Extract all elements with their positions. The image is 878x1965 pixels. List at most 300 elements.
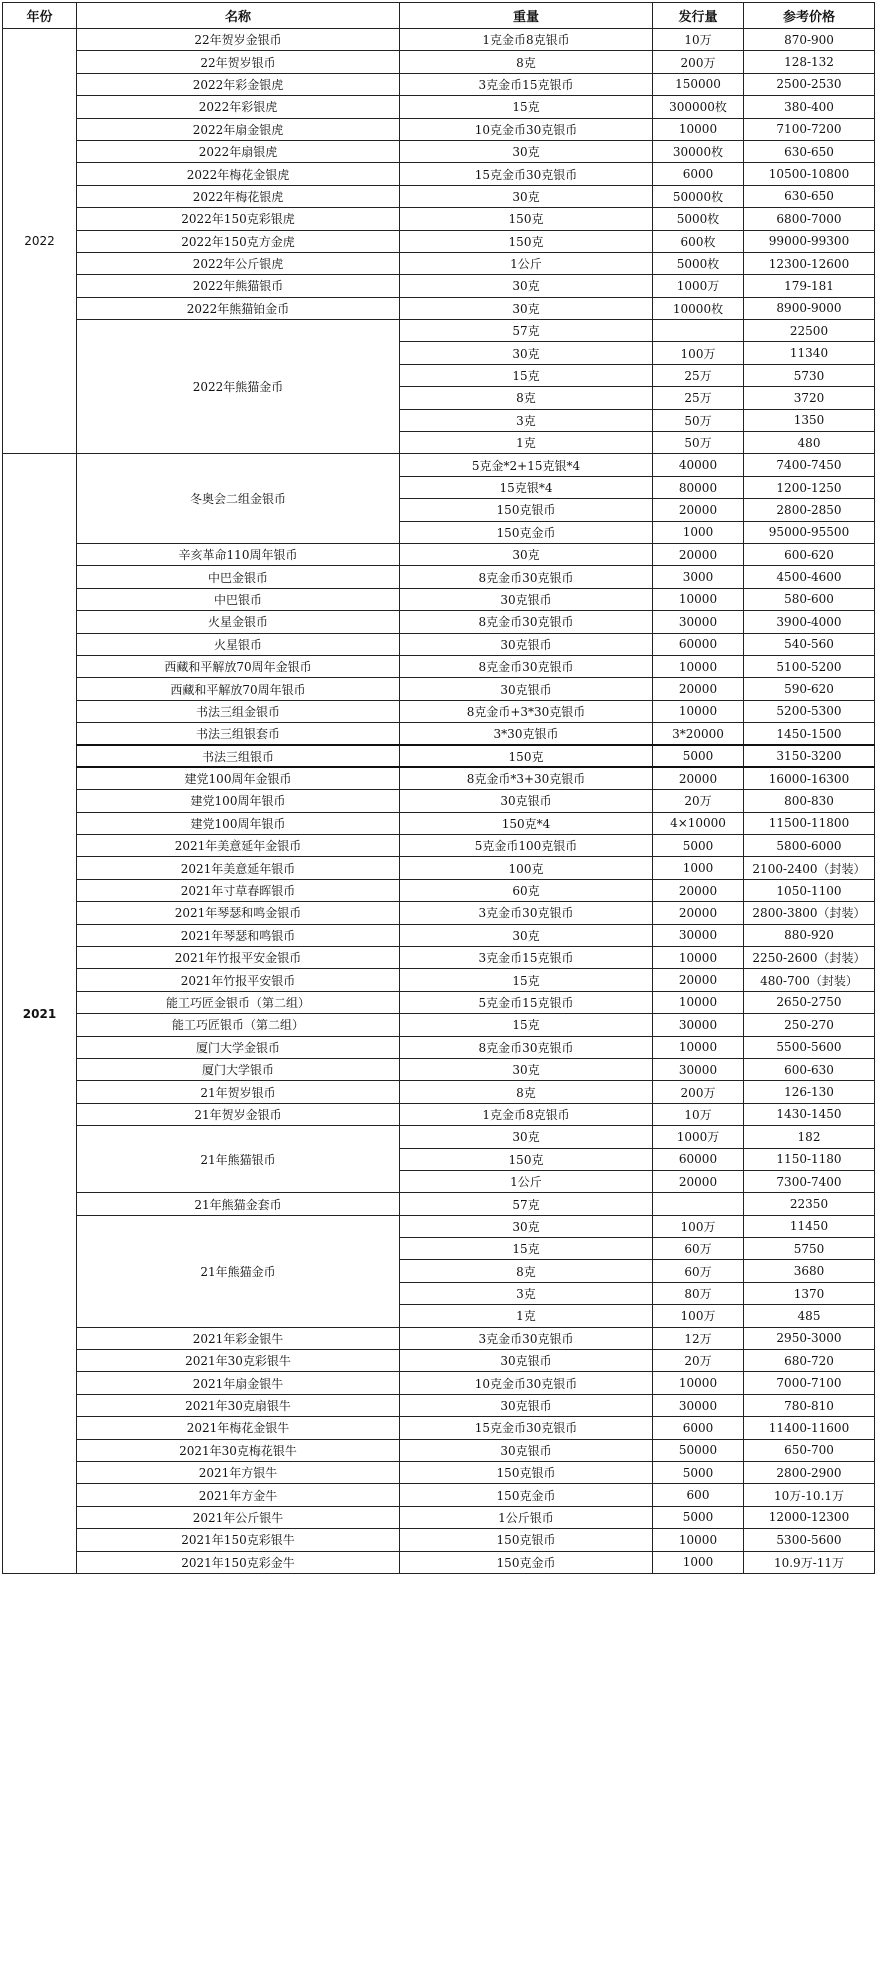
issuance-cell: 30000 <box>653 1058 744 1080</box>
price-cell: 3720 <box>744 387 875 409</box>
header-price: 参考价格 <box>744 3 875 29</box>
issuance-cell: 25万 <box>653 364 744 386</box>
weight-cell: 10克金币30克银币 <box>400 1372 653 1394</box>
weight-cell: 150克银币 <box>400 1529 653 1551</box>
weight-cell: 150克银币 <box>400 499 653 521</box>
issuance-cell: 10000枚 <box>653 297 744 319</box>
issuance-cell: 5000 <box>653 1462 744 1484</box>
coin-name-cell: 2021年琴瑟和鸣银币 <box>77 924 400 946</box>
price-cell: 480-700（封装） <box>744 969 875 991</box>
price-cell: 10万-10.1万 <box>744 1484 875 1506</box>
table-row <box>3 1506 875 1528</box>
weight-cell: 30克 <box>400 275 653 297</box>
weight-cell: 150克金币 <box>400 1484 653 1506</box>
coin-name-cell: 22年贺岁金银币 <box>77 29 400 51</box>
weight-cell: 30克银币 <box>400 678 653 700</box>
price-cell: 650-700 <box>744 1439 875 1461</box>
issuance-cell: 60万 <box>653 1238 744 1260</box>
coin-name-cell: 2022年150克方金虎 <box>77 230 400 252</box>
weight-cell: 8克金币30克银币 <box>400 611 653 633</box>
coin-name-cell: 厦门大学金银币 <box>77 1036 400 1058</box>
table-row <box>3 1462 875 1484</box>
table-row <box>3 51 875 73</box>
price-cell: 11340 <box>744 342 875 364</box>
price-cell: 5800-6000 <box>744 835 875 857</box>
issuance-cell: 20000 <box>653 543 744 565</box>
table-row <box>3 208 875 230</box>
weight-cell: 8克金币30克银币 <box>400 1036 653 1058</box>
weight-cell: 3克金币30克银币 <box>400 1327 653 1349</box>
weight-cell: 8克金币30克银币 <box>400 566 653 588</box>
weight-cell: 30克 <box>400 1126 653 1148</box>
coin-name-cell: 2022年熊猫铂金币 <box>77 297 400 319</box>
price-cell: 182 <box>744 1126 875 1148</box>
coin-name-cell: 2022年熊猫银币 <box>77 275 400 297</box>
weight-cell: 150克 <box>400 1148 653 1170</box>
coin-name-cell: 2021年寸草春晖银币 <box>77 879 400 901</box>
weight-cell: 3*30克银币 <box>400 723 653 745</box>
weight-cell: 1克 <box>400 432 653 454</box>
issuance-cell: 1000万 <box>653 1126 744 1148</box>
weight-cell: 3克金币15克银币 <box>400 947 653 969</box>
price-cell: 2500-2530 <box>744 73 875 95</box>
header-year: 年份 <box>3 3 77 29</box>
coin-name-cell: 22年贺岁银币 <box>77 51 400 73</box>
weight-cell: 15克 <box>400 96 653 118</box>
weight-cell: 30克银币 <box>400 588 653 610</box>
weight-cell: 100克 <box>400 857 653 879</box>
table-row <box>3 767 875 789</box>
issuance-cell: 200万 <box>653 1081 744 1103</box>
issuance-cell: 10000 <box>653 588 744 610</box>
issuance-cell: 5000 <box>653 1506 744 1528</box>
weight-cell: 3克金币15克银币 <box>400 73 653 95</box>
price-cell: 128-132 <box>744 51 875 73</box>
issuance-cell <box>653 320 744 342</box>
issuance-cell: 1000 <box>653 521 744 543</box>
price-cell: 7100-7200 <box>744 118 875 140</box>
weight-cell: 57克 <box>400 320 653 342</box>
price-cell: 1450-1500 <box>744 723 875 745</box>
price-cell: 6800-7000 <box>744 208 875 230</box>
coin-name-cell: 火星金银币 <box>77 611 400 633</box>
table-row <box>3 1439 875 1461</box>
table-row <box>3 655 875 677</box>
weight-cell: 60克 <box>400 879 653 901</box>
coin-name-cell: 2021年方金牛 <box>77 1484 400 1506</box>
table-row <box>3 991 875 1013</box>
price-cell: 5200-5300 <box>744 700 875 722</box>
coin-name-cell: 建党100周年金银币 <box>77 767 400 789</box>
issuance-cell: 1000万 <box>653 275 744 297</box>
table-row <box>3 1215 875 1237</box>
issuance-cell: 1000 <box>653 1551 744 1573</box>
year-cell: 2022 <box>3 29 77 454</box>
table-row <box>3 1372 875 1394</box>
coin-name-cell: 2021年彩金银牛 <box>77 1327 400 1349</box>
table-row <box>3 320 875 342</box>
price-cell: 10500-10800 <box>744 163 875 185</box>
price-cell: 780-810 <box>744 1394 875 1416</box>
coin-name-cell: 2022年公斤银虎 <box>77 252 400 274</box>
weight-cell: 3克 <box>400 1282 653 1304</box>
table-row <box>3 1036 875 1058</box>
price-cell: 7400-7450 <box>744 454 875 476</box>
weight-cell: 1克 <box>400 1305 653 1327</box>
coin-name-cell: 书法三组金银币 <box>77 700 400 722</box>
issuance-cell: 10万 <box>653 29 744 51</box>
price-cell: 2950-3000 <box>744 1327 875 1349</box>
issuance-cell: 3*20000 <box>653 723 744 745</box>
coin-name-cell: 西藏和平解放70周年银币 <box>77 678 400 700</box>
issuance-cell: 50000 <box>653 1439 744 1461</box>
coin-name-cell: 2022年彩金银虎 <box>77 73 400 95</box>
price-cell: 1430-1450 <box>744 1103 875 1125</box>
price-cell: 5730 <box>744 364 875 386</box>
table-row <box>3 947 875 969</box>
issuance-cell: 150000 <box>653 73 744 95</box>
issuance-cell: 6000 <box>653 163 744 185</box>
table-row <box>3 790 875 812</box>
table-row <box>3 1058 875 1080</box>
weight-cell: 15克银*4 <box>400 476 653 498</box>
issuance-cell: 50万 <box>653 409 744 431</box>
coin-name-cell: 2021年梅花金银牛 <box>77 1417 400 1439</box>
issuance-cell: 10000 <box>653 991 744 1013</box>
price-cell: 1150-1180 <box>744 1148 875 1170</box>
year-cell: 2021 <box>3 454 77 1574</box>
issuance-cell: 20000 <box>653 902 744 924</box>
table-row <box>3 1417 875 1439</box>
coin-name-cell: 建党100周年银币 <box>77 790 400 812</box>
table-row <box>3 297 875 319</box>
coin-name-cell: 冬奥会二组金银币 <box>77 454 400 544</box>
price-cell: 870-900 <box>744 29 875 51</box>
issuance-cell: 60000 <box>653 1148 744 1170</box>
issuance-cell: 3000 <box>653 566 744 588</box>
price-cell: 7300-7400 <box>744 1170 875 1192</box>
table-row <box>3 454 875 476</box>
weight-cell: 15克 <box>400 1238 653 1260</box>
price-cell: 22500 <box>744 320 875 342</box>
table-row <box>3 1014 875 1036</box>
table-row <box>3 879 875 901</box>
table-row <box>3 1103 875 1125</box>
table-row <box>3 275 875 297</box>
coin-name-cell: 厦门大学银币 <box>77 1058 400 1080</box>
issuance-cell: 30000 <box>653 611 744 633</box>
price-cell: 126-130 <box>744 1081 875 1103</box>
issuance-cell: 5000 <box>653 835 744 857</box>
coin-name-cell: 2021年方银牛 <box>77 1462 400 1484</box>
header-issuance: 发行量 <box>653 3 744 29</box>
coin-name-cell: 2021年美意延年金银币 <box>77 835 400 857</box>
weight-cell: 8克金币*3+30克银币 <box>400 767 653 789</box>
price-cell: 1200-1250 <box>744 476 875 498</box>
coin-name-cell: 2022年彩银虎 <box>77 96 400 118</box>
table-row <box>3 163 875 185</box>
weight-cell: 150克金币 <box>400 521 653 543</box>
coin-table-body <box>3 29 875 1574</box>
issuance-cell: 100万 <box>653 1215 744 1237</box>
weight-cell: 150克金币 <box>400 1551 653 1573</box>
coin-name-cell: 2022年熊猫金币 <box>77 320 400 454</box>
weight-cell: 1公斤银币 <box>400 1506 653 1528</box>
coin-name-cell: 中巴金银币 <box>77 566 400 588</box>
issuance-cell: 10万 <box>653 1103 744 1125</box>
price-cell: 95000-95500 <box>744 521 875 543</box>
table-row <box>3 745 875 767</box>
coin-name-cell: 2021年30克扇银牛 <box>77 1394 400 1416</box>
weight-cell: 30克 <box>400 342 653 364</box>
weight-cell: 5克金币100克银币 <box>400 835 653 857</box>
issuance-cell: 80万 <box>653 1282 744 1304</box>
coin-price-table <box>2 2 875 1574</box>
issuance-cell: 20万 <box>653 1350 744 1372</box>
weight-cell: 1公斤 <box>400 1170 653 1192</box>
table-row <box>3 1193 875 1215</box>
price-cell: 680-720 <box>744 1350 875 1372</box>
table-row <box>3 588 875 610</box>
issuance-cell: 600 <box>653 1484 744 1506</box>
table-row <box>3 73 875 95</box>
weight-cell: 150克银币 <box>400 1462 653 1484</box>
weight-cell: 30克银币 <box>400 633 653 655</box>
price-cell: 250-270 <box>744 1014 875 1036</box>
issuance-cell: 10000 <box>653 1529 744 1551</box>
weight-cell: 8克金币+3*30克银币 <box>400 700 653 722</box>
price-cell: 11400-11600 <box>744 1417 875 1439</box>
price-cell: 5300-5600 <box>744 1529 875 1551</box>
price-cell: 12000-12300 <box>744 1506 875 1528</box>
price-cell: 99000-99300 <box>744 230 875 252</box>
price-cell: 7000-7100 <box>744 1372 875 1394</box>
price-cell: 5750 <box>744 1238 875 1260</box>
table-row <box>3 118 875 140</box>
price-cell: 2100-2400（封装） <box>744 857 875 879</box>
price-cell: 3150-3200 <box>744 745 875 767</box>
table-row <box>3 252 875 274</box>
coin-name-cell: 2021年竹报平安银币 <box>77 969 400 991</box>
coin-name-cell: 2021年150克彩金牛 <box>77 1551 400 1573</box>
table-row <box>3 835 875 857</box>
issuance-cell: 5000枚 <box>653 208 744 230</box>
weight-cell: 10克金币30克银币 <box>400 118 653 140</box>
issuance-cell: 5000 <box>653 745 744 767</box>
coin-name-cell: 2021年150克彩银牛 <box>77 1529 400 1551</box>
coin-name-cell: 2021年30克梅花银牛 <box>77 1439 400 1461</box>
weight-cell: 15克 <box>400 364 653 386</box>
price-cell: 12300-12600 <box>744 252 875 274</box>
table-row <box>3 1081 875 1103</box>
issuance-cell: 200万 <box>653 51 744 73</box>
price-cell: 1370 <box>744 1282 875 1304</box>
issuance-cell: 10000 <box>653 1372 744 1394</box>
price-cell: 1050-1100 <box>744 879 875 901</box>
price-cell: 1350 <box>744 409 875 431</box>
coin-name-cell: 2021年美意延年银币 <box>77 857 400 879</box>
table-row <box>3 1126 875 1148</box>
weight-cell: 3克金币30克银币 <box>400 902 653 924</box>
weight-cell: 30克 <box>400 1058 653 1080</box>
coin-name-cell: 2022年扇银虎 <box>77 140 400 162</box>
table-row <box>3 566 875 588</box>
issuance-cell: 4×10000 <box>653 812 744 834</box>
issuance-cell: 12万 <box>653 1327 744 1349</box>
price-cell: 590-620 <box>744 678 875 700</box>
issuance-cell <box>653 1193 744 1215</box>
coin-name-cell: 中巴银币 <box>77 588 400 610</box>
weight-cell: 150克 <box>400 208 653 230</box>
price-cell: 16000-16300 <box>744 767 875 789</box>
table-row <box>3 185 875 207</box>
issuance-cell: 30000 <box>653 1014 744 1036</box>
coin-name-cell: 2021年公斤银牛 <box>77 1506 400 1528</box>
table-row <box>3 902 875 924</box>
table-row <box>3 1551 875 1573</box>
issuance-cell: 10000 <box>653 655 744 677</box>
table-row <box>3 633 875 655</box>
issuance-cell: 20000 <box>653 499 744 521</box>
price-cell: 10.9万-11万 <box>744 1551 875 1573</box>
price-cell: 630-650 <box>744 185 875 207</box>
coin-name-cell: 2021年扇金银牛 <box>77 1372 400 1394</box>
table-row <box>3 1484 875 1506</box>
table-row <box>3 969 875 991</box>
price-cell: 630-650 <box>744 140 875 162</box>
coin-name-cell: 21年熊猫金币 <box>77 1215 400 1327</box>
weight-cell: 30克银币 <box>400 1439 653 1461</box>
price-cell: 179-181 <box>744 275 875 297</box>
table-row <box>3 96 875 118</box>
price-cell: 480 <box>744 432 875 454</box>
weight-cell: 30克银币 <box>400 1394 653 1416</box>
price-cell: 2800-3800（封装） <box>744 902 875 924</box>
coin-name-cell: 2022年150克彩银虎 <box>77 208 400 230</box>
weight-cell: 30克 <box>400 297 653 319</box>
issuance-cell: 20000 <box>653 767 744 789</box>
weight-cell: 8克 <box>400 1260 653 1282</box>
price-cell: 600-620 <box>744 543 875 565</box>
issuance-cell: 60000 <box>653 633 744 655</box>
weight-cell: 15克 <box>400 969 653 991</box>
weight-cell: 5克金币15克银币 <box>400 991 653 1013</box>
issuance-cell: 10000 <box>653 700 744 722</box>
weight-cell: 150克 <box>400 230 653 252</box>
weight-cell: 30克 <box>400 543 653 565</box>
coin-name-cell: 能工巧匠银币（第二组） <box>77 1014 400 1036</box>
price-cell: 540-560 <box>744 633 875 655</box>
price-cell: 800-830 <box>744 790 875 812</box>
issuance-cell: 60万 <box>653 1260 744 1282</box>
issuance-cell: 25万 <box>653 387 744 409</box>
coin-name-cell: 2022年扇金银虎 <box>77 118 400 140</box>
issuance-cell: 6000 <box>653 1417 744 1439</box>
weight-cell: 150克 <box>400 745 653 767</box>
price-cell: 580-600 <box>744 588 875 610</box>
coin-name-cell: 火星银币 <box>77 633 400 655</box>
issuance-cell: 10000 <box>653 118 744 140</box>
weight-cell: 8克 <box>400 1081 653 1103</box>
table-row <box>3 1529 875 1551</box>
table-row <box>3 1350 875 1372</box>
coin-name-cell: 2021年琴瑟和鸣金银币 <box>77 902 400 924</box>
price-cell: 5100-5200 <box>744 655 875 677</box>
issuance-cell: 20000 <box>653 1170 744 1192</box>
issuance-cell: 600枚 <box>653 230 744 252</box>
table-row <box>3 29 875 51</box>
coin-name-cell: 2021年30克彩银牛 <box>77 1350 400 1372</box>
weight-cell: 8克金币30克银币 <box>400 655 653 677</box>
issuance-cell: 1000 <box>653 857 744 879</box>
weight-cell: 30克 <box>400 185 653 207</box>
price-cell: 3900-4000 <box>744 611 875 633</box>
issuance-cell: 5000枚 <box>653 252 744 274</box>
issuance-cell: 10000 <box>653 1036 744 1058</box>
header-weight: 重量 <box>400 3 653 29</box>
weight-cell: 57克 <box>400 1193 653 1215</box>
weight-cell: 8克 <box>400 51 653 73</box>
issuance-cell: 20000 <box>653 879 744 901</box>
table-row <box>3 230 875 252</box>
coin-name-cell: 2021年竹报平安金银币 <box>77 947 400 969</box>
weight-cell: 3克 <box>400 409 653 431</box>
weight-cell: 30克银币 <box>400 790 653 812</box>
weight-cell: 15克金币30克银币 <box>400 1417 653 1439</box>
header-row <box>3 3 875 29</box>
header-name: 名称 <box>77 3 400 29</box>
table-row <box>3 611 875 633</box>
coin-name-cell: 21年贺岁银币 <box>77 1081 400 1103</box>
price-cell: 485 <box>744 1305 875 1327</box>
table-row <box>3 140 875 162</box>
coin-name-cell: 21年贺岁金银币 <box>77 1103 400 1125</box>
table-row <box>3 1327 875 1349</box>
weight-cell: 30克银币 <box>400 1350 653 1372</box>
table-row <box>3 700 875 722</box>
coin-name-cell: 西藏和平解放70周年金银币 <box>77 655 400 677</box>
price-cell: 2650-2750 <box>744 991 875 1013</box>
weight-cell: 30克 <box>400 1215 653 1237</box>
weight-cell: 8克 <box>400 387 653 409</box>
weight-cell: 1公斤 <box>400 252 653 274</box>
coin-name-cell: 建党100周年银币 <box>77 812 400 834</box>
table-row <box>3 543 875 565</box>
weight-cell: 1克金币8克银币 <box>400 29 653 51</box>
price-cell: 11450 <box>744 1215 875 1237</box>
coin-name-cell: 书法三组银套币 <box>77 723 400 745</box>
issuance-cell: 300000枚 <box>653 96 744 118</box>
price-cell: 380-400 <box>744 96 875 118</box>
table-row <box>3 924 875 946</box>
price-cell: 5500-5600 <box>744 1036 875 1058</box>
issuance-cell: 10000 <box>653 947 744 969</box>
weight-cell: 150克*4 <box>400 812 653 834</box>
price-cell: 4500-4600 <box>744 566 875 588</box>
weight-cell: 30克 <box>400 140 653 162</box>
issuance-cell: 50万 <box>653 432 744 454</box>
price-cell: 600-630 <box>744 1058 875 1080</box>
issuance-cell: 30000 <box>653 924 744 946</box>
table-row <box>3 1394 875 1416</box>
issuance-cell: 100万 <box>653 342 744 364</box>
issuance-cell: 20万 <box>653 790 744 812</box>
weight-cell: 15克 <box>400 1014 653 1036</box>
issuance-cell: 80000 <box>653 476 744 498</box>
coin-name-cell: 21年熊猫银币 <box>77 1126 400 1193</box>
weight-cell: 5克金*2+15克银*4 <box>400 454 653 476</box>
weight-cell: 15克金币30克银币 <box>400 163 653 185</box>
